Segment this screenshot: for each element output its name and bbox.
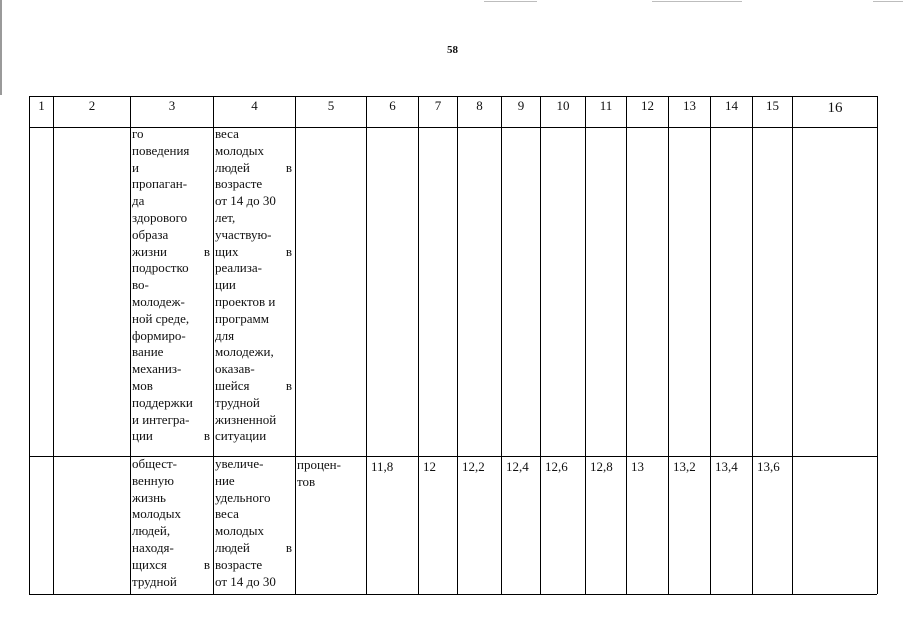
row2-value: 12: [423, 459, 436, 474]
cell-line: веса: [215, 506, 239, 522]
row2-value: 12,2: [462, 459, 485, 474]
table-vline: [366, 96, 367, 594]
row2-value: 13,6: [757, 459, 780, 474]
table-vline: [53, 96, 54, 594]
cell-line: [215, 160, 292, 177]
row2-value: 13,2: [673, 459, 696, 474]
cell-word: шейся: [215, 377, 250, 393]
cell-line: и интегра-: [132, 411, 190, 427]
table-vline: [295, 96, 296, 594]
cell-line: [215, 378, 292, 395]
cell-line: [132, 428, 210, 445]
table-vline: [752, 96, 753, 594]
cell-line: и: [132, 159, 139, 175]
cell-word: в: [203, 243, 210, 259]
table-vline: [457, 96, 458, 594]
cell-line: жизненной: [215, 411, 277, 427]
cell-line: программ: [215, 310, 270, 326]
table-vline: [501, 96, 502, 594]
cell-line: вание: [132, 344, 164, 360]
table-vline: [418, 96, 419, 594]
cell-line: тов: [297, 473, 316, 489]
cell-line: находя-: [132, 539, 174, 555]
cell-line: процен-: [297, 457, 341, 472]
cell-line: венную: [132, 472, 174, 488]
cell-word: в: [285, 539, 292, 555]
page-number: 58: [447, 44, 458, 56]
row2-value: 12,6: [545, 459, 568, 474]
row2-value: 13: [631, 459, 644, 474]
cell-line: оказав-: [215, 361, 255, 377]
row2-value: 13,4: [715, 459, 738, 474]
header-cell: 10: [556, 98, 570, 113]
row2-value: 12,4: [506, 459, 529, 474]
cell-line: возрасте: [215, 556, 263, 572]
header-cell: 2: [88, 98, 96, 113]
cell-line: мов: [132, 377, 153, 393]
cell-line: го: [132, 126, 144, 141]
table-vline: [792, 96, 793, 594]
cell-line: молодых: [215, 142, 265, 158]
row2-col3-text: [132, 456, 210, 590]
cell-line: пропаган-: [132, 176, 188, 192]
header-cell: 15: [766, 98, 779, 113]
cell-line: поведения: [132, 142, 190, 158]
header-cell: 13: [683, 98, 696, 113]
table-vline: [29, 96, 30, 594]
cell-line: жизнь: [132, 489, 166, 505]
cell-word: в: [285, 243, 292, 259]
cell-word: щихся: [132, 556, 167, 572]
cell-line: трудной: [132, 573, 177, 589]
cell-line: ситуации: [215, 428, 267, 444]
header-cell: 14: [725, 98, 738, 113]
table-bottom-border: [29, 594, 877, 595]
header-cell: 8: [476, 98, 483, 113]
cell-line: подростко: [132, 260, 189, 276]
cell-line: общест-: [132, 456, 177, 471]
cell-word: людей: [215, 539, 250, 555]
cell-line: участвую-: [215, 226, 272, 242]
header-cell: 16: [827, 100, 843, 116]
header-cell: 3: [168, 98, 176, 113]
cell-line: увеличе-: [215, 456, 264, 471]
table-vline: [877, 96, 878, 594]
table-vline: [130, 96, 131, 594]
cell-line: формиро-: [132, 327, 186, 343]
header-cell: 12: [641, 98, 654, 113]
table-top-border: [29, 96, 877, 97]
cell-word: щих: [215, 243, 239, 259]
header-cell: 1: [38, 98, 45, 113]
cell-line: лет,: [215, 209, 236, 225]
cell-line: здорового: [132, 209, 188, 225]
row2-col5-text: [297, 457, 363, 491]
cell-line: от 14 до 30: [215, 193, 276, 209]
cell-line: людей,: [132, 523, 171, 539]
table-vline: [710, 96, 711, 594]
cell-word: в: [285, 377, 292, 393]
row1-col4-text: [215, 126, 292, 445]
cell-line: [215, 540, 292, 557]
header-cell: 5: [327, 98, 335, 113]
row2-col4-text: [215, 456, 292, 590]
row2-value: 11,8: [371, 459, 394, 474]
cell-line: во-: [132, 277, 149, 293]
cell-word: в: [203, 428, 210, 444]
cell-word: ции: [132, 428, 153, 444]
cell-line: ние: [215, 472, 235, 488]
table-vline: [585, 96, 586, 594]
cell-line: ции: [215, 277, 236, 293]
cell-line: [215, 244, 292, 261]
cell-line: ной среде,: [132, 310, 190, 326]
cell-line: [132, 244, 210, 261]
row2-value: 12,8: [590, 459, 613, 474]
cell-line: да: [132, 193, 145, 209]
cell-line: [132, 557, 210, 574]
cell-line: поддержки: [132, 394, 193, 410]
cell-line: реализа-: [215, 260, 262, 276]
cell-word: жизни: [132, 243, 167, 259]
cell-word: людей: [215, 159, 250, 175]
cell-line: молодежи,: [215, 344, 274, 360]
cell-line: для: [215, 327, 235, 343]
cell-line: трудной: [215, 394, 260, 410]
cell-line: веса: [215, 126, 239, 141]
cell-line: удельного: [215, 489, 271, 505]
cell-line: молодых: [132, 506, 182, 522]
row1-col3-text: [132, 126, 210, 445]
cell-line: проектов и: [215, 293, 276, 309]
cell-word: в: [203, 556, 210, 572]
cell-line: молодых: [215, 523, 265, 539]
cell-line: от 14 до 30: [215, 573, 276, 589]
table-vline: [540, 96, 541, 594]
header-cell: 11: [599, 98, 613, 113]
header-cell: 7: [434, 98, 442, 113]
table-vline: [213, 96, 214, 594]
cell-line: механиз-: [132, 361, 182, 377]
header-cell: 4: [251, 98, 258, 113]
table-vline: [626, 96, 627, 594]
cell-line: возрасте: [215, 176, 263, 192]
header-cell: 6: [389, 98, 396, 113]
cell-line: молодеж-: [132, 293, 185, 309]
table-vline: [668, 96, 669, 594]
cell-line: образа: [132, 226, 169, 242]
header-cell: 9: [517, 98, 525, 113]
cell-word: в: [285, 159, 292, 175]
